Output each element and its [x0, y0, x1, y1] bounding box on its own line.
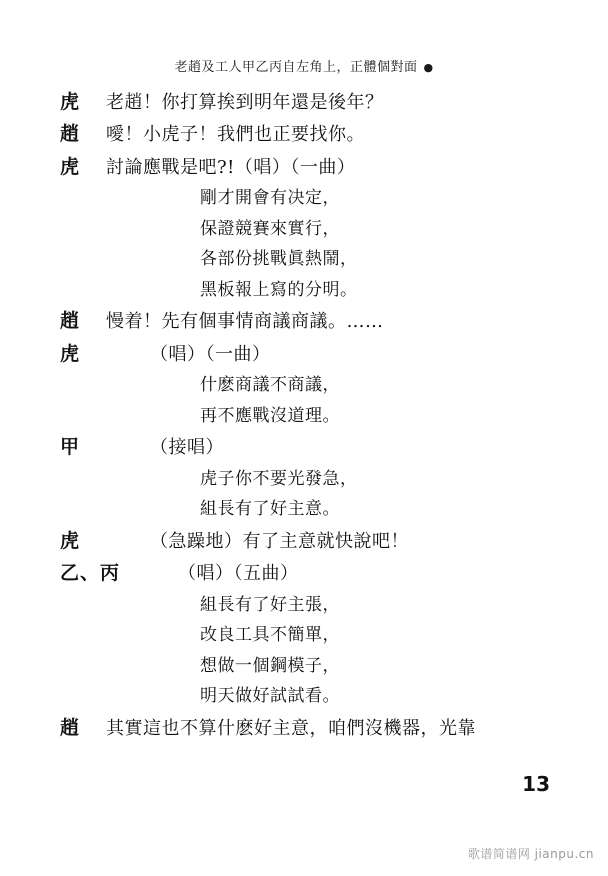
line-text: 其實這也不算什麽好主意，咱們沒機器，光靠 — [106, 717, 476, 739]
script-line — [60, 153, 560, 182]
script-line — [60, 714, 560, 743]
sung-line-text: 想做一個鋼模子， — [200, 655, 340, 676]
speaker-label: 趙 — [60, 716, 81, 739]
line-text: 噯！小虎子！我們也正要找你。 — [106, 124, 365, 146]
line-text: （急躁地）有了主意就快說吧！ — [150, 530, 409, 552]
speaker-label: 趙 — [60, 310, 81, 333]
speaker-label: 甲 — [60, 436, 81, 459]
sung-line-text: 黑板報上寫的分明。 — [200, 279, 358, 300]
line-text: 討論應戰是吧?!（唱）（一曲） — [106, 156, 356, 178]
speaker-label: 虎 — [60, 342, 81, 365]
script-line — [60, 185, 560, 213]
line-text: 慢着！先有個事情商議商議。…… — [106, 311, 384, 333]
sung-line-text: 組長有了好主張， — [200, 594, 340, 615]
sung-line-text: 再不應戰沒道理。 — [200, 405, 340, 426]
speaker-label: 趙 — [60, 123, 81, 146]
line-text: （接唱） — [150, 437, 224, 459]
sung-line-text: 明天做好試試看。 — [200, 686, 340, 707]
script-line — [60, 277, 560, 305]
sung-line-text: 保證競賽來實行， — [200, 218, 340, 239]
script-line — [60, 622, 560, 650]
sung-line-text: 組長有了好主意。 — [200, 499, 340, 520]
script-line — [60, 372, 560, 400]
script-line — [60, 120, 560, 149]
sung-line-text: 虎子你不要光發急， — [200, 468, 358, 489]
script-line — [60, 340, 560, 369]
script-line — [60, 592, 560, 620]
speaker-label: 虎 — [60, 91, 81, 113]
script-line — [60, 88, 560, 117]
speaker-label: 虎 — [60, 529, 81, 552]
line-text: 老趙！你打算挨到明年還是後年？ — [106, 92, 384, 113]
script-line — [60, 307, 560, 336]
running-header — [0, 56, 608, 75]
script-line — [60, 559, 560, 588]
sung-line-text: 各部份挑戰眞熱鬧， — [200, 249, 358, 270]
watermark: 歌谱简谱网 jianpu.cn — [467, 847, 594, 861]
speaker-label: 乙、丙 — [60, 562, 121, 585]
sung-line-text: 剛才開會有决定， — [200, 188, 340, 209]
script-line — [60, 246, 560, 274]
script-line — [60, 527, 560, 556]
script-line — [60, 683, 560, 711]
script-line — [60, 403, 560, 431]
page-number: 13 — [522, 772, 550, 796]
line-text: （唱）（五曲） — [178, 563, 299, 585]
line-text: （唱）（一曲） — [150, 343, 271, 365]
script-body — [60, 88, 560, 746]
script-line — [60, 466, 560, 494]
running-header-text: 老趙及工人甲乙丙自左角上，正體個對面 — [174, 60, 418, 75]
sung-line-text: 改良工具不簡單， — [200, 625, 340, 646]
sung-line-text: 什麽商議不商議， — [200, 375, 340, 396]
script-line — [60, 433, 560, 462]
header-dot-marker: ● — [423, 61, 434, 74]
script-line — [60, 653, 560, 681]
script-line — [60, 216, 560, 244]
script-line — [60, 496, 560, 524]
speaker-label: 虎 — [60, 155, 81, 178]
